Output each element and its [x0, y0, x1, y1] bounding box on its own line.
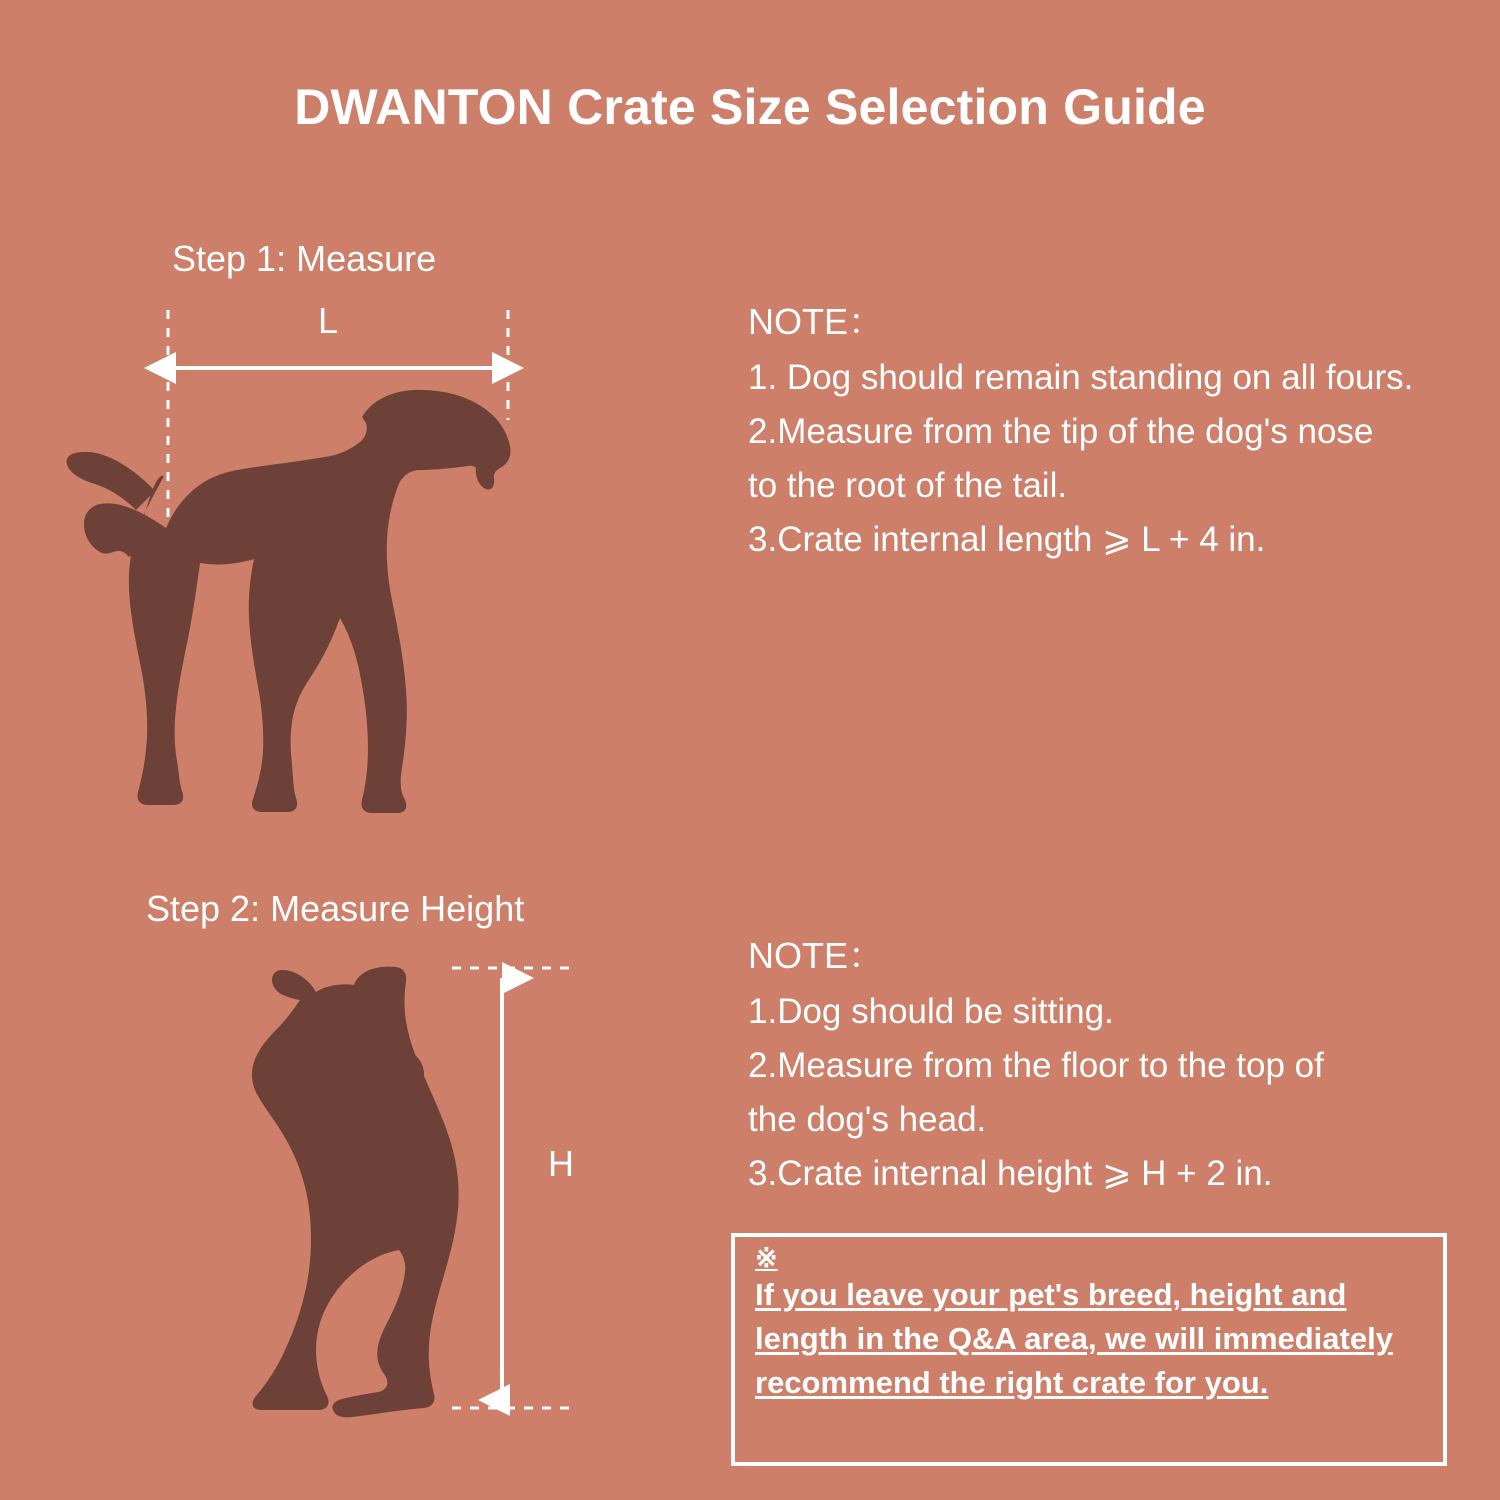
length-dimension-letter: L	[318, 300, 339, 341]
note-step2-line-2: 2.Measure from the floor to the top of	[748, 1046, 1324, 1085]
note-step1-line-4: 3.Crate internal length ⩾ L + 4 in.	[748, 520, 1266, 559]
recommendation-callout	[731, 1233, 1447, 1466]
step2-label: Step 2: Measure Height	[146, 888, 525, 929]
note-step2-line-3: the dog's head.	[748, 1100, 987, 1139]
note-step1-heading: NOTE：	[748, 301, 885, 342]
note-step1-line-3: to the root of the tail.	[748, 466, 1068, 505]
height-dimension-letter: H	[548, 1143, 574, 1184]
callout-text: If you leave your pet's breed, height and length in the Q&A area, we will immediately recommend the right crate for you.	[755, 1277, 1393, 1400]
height-dimension-arrow-icon	[452, 968, 578, 1408]
dog-standing-silhouette-icon	[67, 390, 511, 813]
note-step1-line-2: 2.Measure from the tip of the dog's nose	[748, 412, 1374, 451]
page-title: DWANTON Crate Size Selection Guide	[294, 79, 1206, 135]
note-step1-line-1: 1. Dog should remain standing on all fours.	[748, 358, 1414, 397]
note-step2-line-1: 1.Dog should be sitting.	[748, 992, 1114, 1031]
note-step2	[748, 928, 1408, 1201]
reference-mark-icon: ※	[755, 1243, 778, 1273]
note-step1	[748, 294, 1413, 567]
note-step2-line-4: 3.Crate internal height ⩾ H + 2 in.	[748, 1154, 1273, 1193]
note-step2-heading: NOTE：	[748, 935, 885, 976]
dog-sitting-silhouette-icon	[252, 967, 459, 1418]
step1-label: Step 1: Measure	[172, 238, 437, 279]
length-dimension-arrow-icon	[168, 310, 508, 530]
